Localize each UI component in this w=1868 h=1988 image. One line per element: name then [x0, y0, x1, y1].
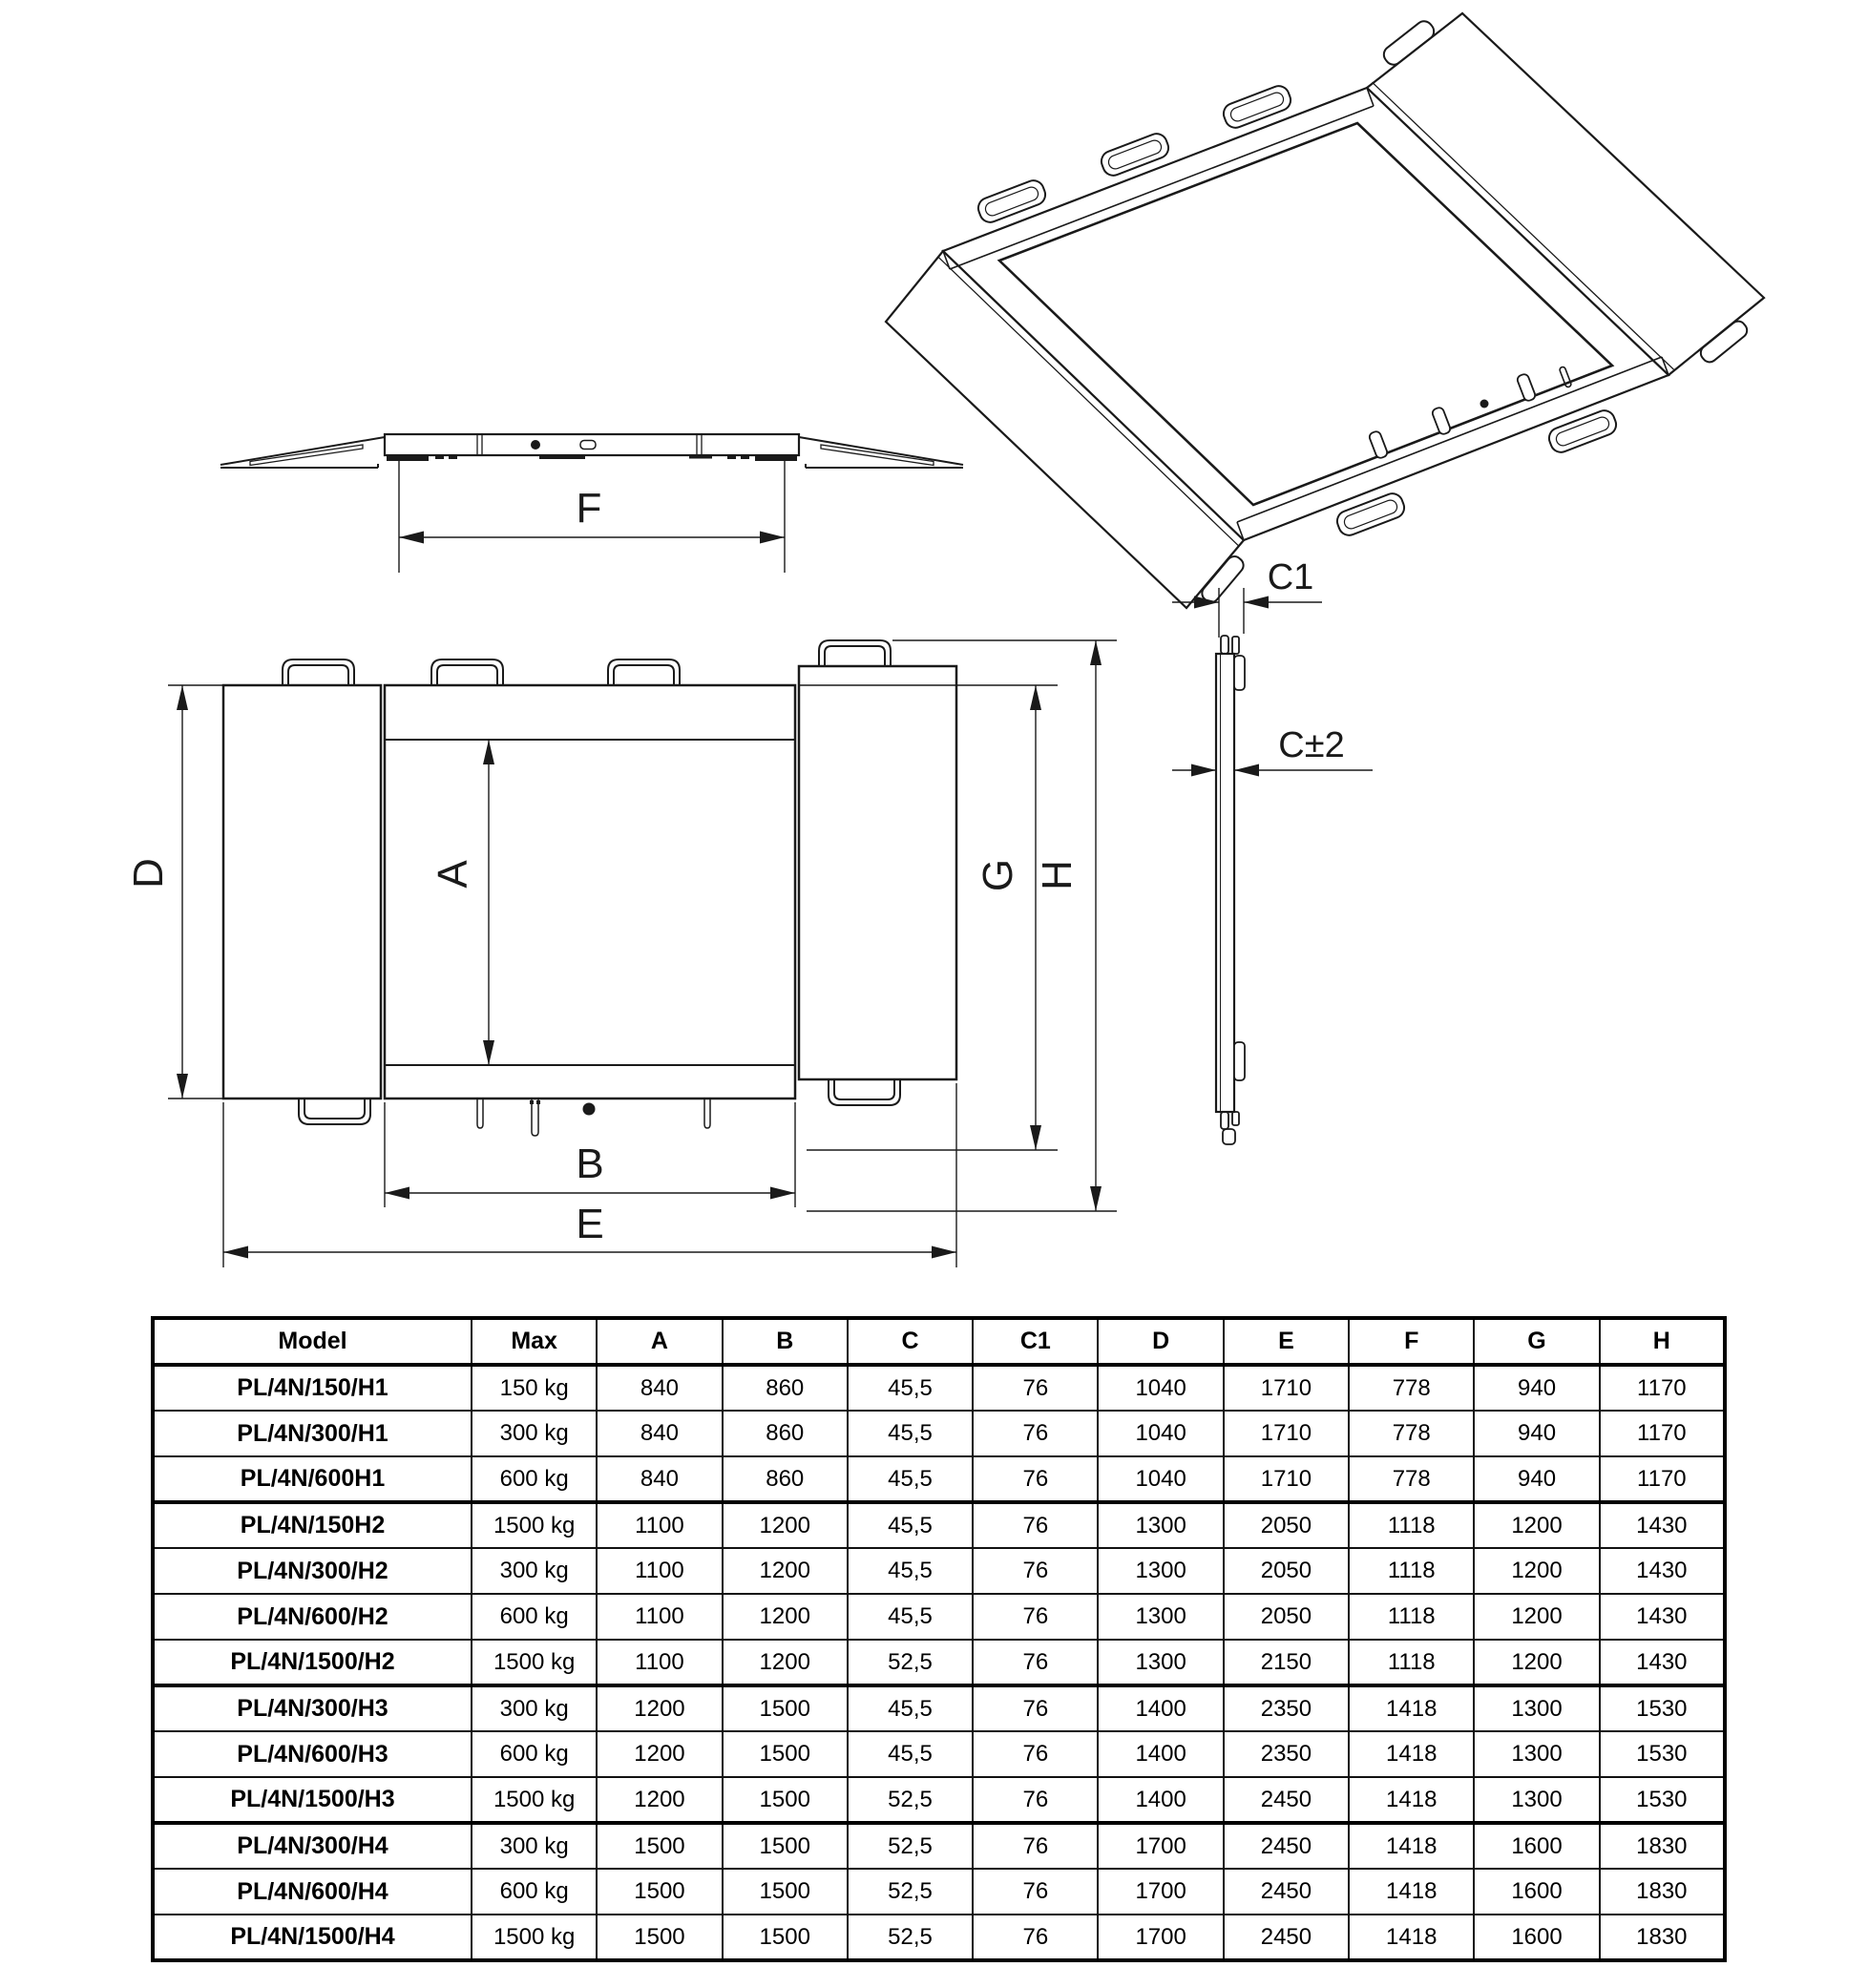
value-cell: 76	[973, 1685, 1098, 1731]
value-cell: 1500 kg	[472, 1502, 597, 1548]
value-cell: 1418	[1349, 1731, 1474, 1777]
table-row	[153, 1731, 1725, 1777]
value-cell: 1700	[1098, 1869, 1223, 1915]
value-cell: 600 kg	[472, 1869, 597, 1915]
value-cell: 45,5	[848, 1594, 973, 1640]
value-cell: 1700	[1098, 1823, 1223, 1869]
value-cell: 1400	[1098, 1731, 1223, 1777]
table-row	[153, 1685, 1725, 1731]
spec-table-head	[153, 1318, 1725, 1365]
value-cell: 940	[1474, 1411, 1599, 1456]
right-ramp-plan	[799, 666, 956, 1079]
value-cell: 1500	[723, 1685, 848, 1731]
value-cell: 1400	[1098, 1777, 1223, 1823]
platform-plan	[385, 685, 795, 1099]
column-header: C	[848, 1318, 973, 1365]
value-cell: 52,5	[848, 1869, 973, 1915]
value-cell: 1600	[1474, 1823, 1599, 1869]
model-cell: PL/4N/1500/H3	[153, 1777, 472, 1823]
value-cell: 45,5	[848, 1731, 973, 1777]
column-header: D	[1098, 1318, 1223, 1365]
value-cell: 45,5	[848, 1685, 973, 1731]
model-cell: PL/4N/300/H2	[153, 1548, 472, 1594]
value-cell: 1500	[723, 1869, 848, 1915]
isometric-view	[886, 13, 1764, 608]
dimension-F	[399, 460, 785, 573]
value-cell: 2450	[1224, 1823, 1349, 1869]
value-cell: 1830	[1600, 1915, 1725, 1960]
value-cell: 1600	[1474, 1869, 1599, 1915]
value-cell: 2050	[1224, 1502, 1349, 1548]
pin	[477, 1099, 483, 1128]
value-cell: 1530	[1600, 1731, 1725, 1777]
value-cell: 1418	[1349, 1823, 1474, 1869]
right-ramp-side	[799, 437, 963, 468]
value-cell: 1200	[597, 1731, 722, 1777]
value-cell: 1530	[1600, 1685, 1725, 1731]
pin	[704, 1099, 710, 1128]
value-cell: 1430	[1600, 1502, 1725, 1548]
foot-tick	[449, 455, 457, 459]
value-cell: 860	[723, 1411, 848, 1456]
value-cell: 600 kg	[472, 1731, 597, 1777]
value-cell: 1430	[1600, 1594, 1725, 1640]
value-cell: 1500	[723, 1915, 848, 1960]
dim-label-G: G	[975, 858, 1021, 892]
column-header: H	[1600, 1318, 1725, 1365]
value-cell: 76	[973, 1594, 1098, 1640]
value-cell: 76	[973, 1456, 1098, 1502]
value-cell: 1530	[1600, 1777, 1725, 1823]
left-ramp-fold	[250, 445, 363, 466]
value-cell: 52,5	[848, 1640, 973, 1685]
spec-table-body	[153, 1365, 1725, 1960]
platform-section-dividers	[477, 434, 702, 455]
value-cell: 1300	[1474, 1731, 1599, 1777]
plan-bottom-pins	[477, 1099, 710, 1136]
model-cell: PL/4N/300/H4	[153, 1823, 472, 1869]
table-row	[153, 1456, 1725, 1502]
value-cell: 1710	[1224, 1456, 1349, 1502]
value-cell: 76	[973, 1777, 1098, 1823]
handle	[431, 659, 503, 685]
value-cell: 76	[973, 1365, 1098, 1411]
model-cell: PL/4N/300/H1	[153, 1411, 472, 1456]
value-cell: 1100	[597, 1640, 722, 1685]
value-cell: 76	[973, 1411, 1098, 1456]
value-cell: 1710	[1224, 1411, 1349, 1456]
value-cell: 1500	[723, 1823, 848, 1869]
value-cell: 1500 kg	[472, 1640, 597, 1685]
column-header: C1	[973, 1318, 1098, 1365]
left-ramp-side	[220, 437, 385, 468]
dim-label-C1: C1	[1267, 557, 1314, 597]
value-cell: 600 kg	[472, 1456, 597, 1502]
value-cell: 1500	[597, 1823, 722, 1869]
plan-view	[125, 640, 1117, 1267]
value-cell: 52,5	[848, 1777, 973, 1823]
value-cell: 1118	[1349, 1640, 1474, 1685]
value-cell: 1830	[1600, 1869, 1725, 1915]
table-row	[153, 1502, 1725, 1548]
spec-table-section	[151, 1316, 1727, 1962]
value-cell: 840	[597, 1456, 722, 1502]
value-cell: 600 kg	[472, 1594, 597, 1640]
value-cell: 300 kg	[472, 1685, 597, 1731]
value-cell: 840	[597, 1365, 722, 1411]
value-cell: 778	[1349, 1365, 1474, 1411]
value-cell: 1200	[1474, 1594, 1599, 1640]
dimension-D	[125, 685, 229, 1099]
value-cell: 1418	[1349, 1915, 1474, 1960]
value-cell: 76	[973, 1640, 1098, 1685]
pin-tick	[530, 1100, 534, 1104]
foot-tick	[741, 455, 749, 459]
value-cell: 2050	[1224, 1594, 1349, 1640]
center-tab	[689, 455, 712, 459]
left-foot	[387, 455, 429, 461]
value-cell: 1300	[1098, 1594, 1223, 1640]
value-cell: 300 kg	[472, 1823, 597, 1869]
side-elevation-view	[220, 434, 963, 573]
model-cell: PL/4N/1500/H2	[153, 1640, 472, 1685]
value-cell: 1300	[1098, 1548, 1223, 1594]
value-cell: 2350	[1224, 1731, 1349, 1777]
value-cell: 1200	[597, 1685, 722, 1731]
value-cell: 1300	[1474, 1777, 1599, 1823]
value-cell: 1500	[597, 1915, 722, 1960]
value-cell: 940	[1474, 1365, 1599, 1411]
value-cell: 1170	[1600, 1411, 1725, 1456]
value-cell: 1710	[1224, 1365, 1349, 1411]
value-cell: 1040	[1098, 1365, 1223, 1411]
bottom-foot	[1223, 1129, 1235, 1144]
value-cell: 2150	[1224, 1640, 1349, 1685]
value-cell: 1170	[1600, 1365, 1725, 1411]
value-cell: 300 kg	[472, 1411, 597, 1456]
value-cell: 1500	[723, 1731, 848, 1777]
column-header: B	[723, 1318, 848, 1365]
value-cell: 52,5	[848, 1823, 973, 1869]
value-cell: 1200	[723, 1548, 848, 1594]
value-cell: 1830	[1600, 1823, 1725, 1869]
value-cell: 1430	[1600, 1640, 1725, 1685]
bottom-pin	[1221, 1112, 1228, 1129]
screw-dot	[531, 440, 540, 450]
model-cell: PL/4N/600/H4	[153, 1869, 472, 1915]
model-cell: PL/4N/150H2	[153, 1502, 472, 1548]
value-cell: 1040	[1098, 1456, 1223, 1502]
value-cell: 1118	[1349, 1594, 1474, 1640]
value-cell: 76	[973, 1823, 1098, 1869]
value-cell: 1430	[1600, 1548, 1725, 1594]
table-row	[153, 1365, 1725, 1411]
value-cell: 45,5	[848, 1365, 973, 1411]
table-row	[153, 1548, 1725, 1594]
top-pin	[1232, 637, 1239, 654]
value-cell: 52,5	[848, 1915, 973, 1960]
table-row	[153, 1823, 1725, 1869]
value-cell: 1040	[1098, 1411, 1223, 1456]
value-cell: 1418	[1349, 1777, 1474, 1823]
table-row	[153, 1594, 1725, 1640]
platform-edge-bar	[1216, 654, 1234, 1112]
value-cell: 1500	[723, 1777, 848, 1823]
foot-tick	[727, 455, 736, 459]
column-header: Max	[472, 1318, 597, 1365]
value-cell: 2350	[1224, 1685, 1349, 1731]
value-cell: 150 kg	[472, 1365, 597, 1411]
dim-label-A: A	[430, 860, 476, 889]
value-cell: 2450	[1224, 1869, 1349, 1915]
column-header: G	[1474, 1318, 1599, 1365]
table-row	[153, 1777, 1725, 1823]
handle	[608, 659, 680, 685]
value-cell: 1200	[723, 1502, 848, 1548]
value-cell: 1200	[723, 1640, 848, 1685]
edge-profile-view	[1172, 557, 1373, 1144]
dim-label-C2: C±2	[1278, 725, 1345, 765]
dim-label-B: B	[576, 1140, 604, 1187]
value-cell: 2050	[1224, 1548, 1349, 1594]
value-cell: 1200	[597, 1777, 722, 1823]
value-cell: 1100	[597, 1502, 722, 1548]
handle	[819, 640, 891, 666]
value-cell: 1100	[597, 1548, 722, 1594]
value-cell: 76	[973, 1915, 1098, 1960]
pin-dot	[583, 1103, 596, 1116]
dim-label-D: D	[125, 858, 172, 889]
table-row	[153, 1869, 1725, 1915]
model-cell: PL/4N/600H1	[153, 1456, 472, 1502]
value-cell: 840	[597, 1411, 722, 1456]
top-pin	[1221, 636, 1228, 654]
model-cell: PL/4N/600/H3	[153, 1731, 472, 1777]
pin-tick	[536, 1100, 540, 1104]
model-cell: PL/4N/150/H1	[153, 1365, 472, 1411]
value-cell: 45,5	[848, 1411, 973, 1456]
value-cell: 76	[973, 1731, 1098, 1777]
right-foot	[755, 455, 797, 461]
table-row	[153, 1411, 1725, 1456]
dimension-B	[385, 1102, 795, 1207]
value-cell: 1200	[723, 1594, 848, 1640]
column-header: A	[597, 1318, 722, 1365]
value-cell: 778	[1349, 1456, 1474, 1502]
value-cell: 1300	[1098, 1640, 1223, 1685]
value-cell: 1100	[597, 1594, 722, 1640]
value-cell: 1500 kg	[472, 1915, 597, 1960]
value-cell: 1500	[597, 1869, 722, 1915]
dim-label-H: H	[1034, 860, 1081, 890]
pin-dot	[1480, 400, 1489, 408]
value-cell: 1118	[1349, 1548, 1474, 1594]
value-cell: 1170	[1600, 1456, 1725, 1502]
spec-table	[151, 1316, 1727, 1962]
bottom-hook	[1234, 1042, 1245, 1080]
table-row	[153, 1640, 1725, 1685]
table-row	[153, 1915, 1725, 1960]
value-cell: 2450	[1224, 1915, 1349, 1960]
handle	[299, 1099, 370, 1124]
column-header: Model	[153, 1318, 472, 1365]
value-cell: 1118	[1349, 1502, 1474, 1548]
column-header: F	[1349, 1318, 1474, 1365]
value-cell: 1300	[1098, 1502, 1223, 1548]
top-hook	[1234, 656, 1245, 690]
dimension-C2	[1172, 725, 1373, 777]
value-cell: 1300	[1474, 1685, 1599, 1731]
dim-label-E: E	[576, 1201, 604, 1247]
left-ramp-plan	[223, 685, 381, 1099]
value-cell: 860	[723, 1456, 848, 1502]
bottom-pin	[1232, 1112, 1239, 1125]
value-cell: 860	[723, 1365, 848, 1411]
value-cell: 1700	[1098, 1915, 1223, 1960]
column-header: E	[1224, 1318, 1349, 1365]
value-cell: 1418	[1349, 1685, 1474, 1731]
value-cell: 1418	[1349, 1869, 1474, 1915]
value-cell: 45,5	[848, 1548, 973, 1594]
model-cell: PL/4N/1500/H4	[153, 1915, 472, 1960]
value-cell: 76	[973, 1548, 1098, 1594]
value-cell: 1200	[1474, 1502, 1599, 1548]
value-cell: 76	[973, 1869, 1098, 1915]
value-cell: 1200	[1474, 1640, 1599, 1685]
level-slot	[580, 441, 596, 450]
dim-label-F: F	[576, 485, 602, 532]
value-cell: 2450	[1224, 1777, 1349, 1823]
foot-tick	[435, 455, 444, 459]
value-cell: 940	[1474, 1456, 1599, 1502]
value-cell: 45,5	[848, 1502, 973, 1548]
value-cell: 1500 kg	[472, 1777, 597, 1823]
value-cell: 300 kg	[472, 1548, 597, 1594]
center-tab	[539, 455, 585, 459]
value-cell: 1200	[1474, 1548, 1599, 1594]
header-row	[153, 1318, 1725, 1365]
model-cell: PL/4N/600/H2	[153, 1594, 472, 1640]
value-cell: 1600	[1474, 1915, 1599, 1960]
platform-body	[385, 434, 799, 455]
handle	[829, 1079, 900, 1105]
handle	[283, 659, 354, 685]
value-cell: 45,5	[848, 1456, 973, 1502]
value-cell: 1400	[1098, 1685, 1223, 1731]
value-cell: 76	[973, 1502, 1098, 1548]
model-cell: PL/4N/300/H3	[153, 1685, 472, 1731]
value-cell: 778	[1349, 1411, 1474, 1456]
right-ramp-fold	[821, 445, 934, 466]
